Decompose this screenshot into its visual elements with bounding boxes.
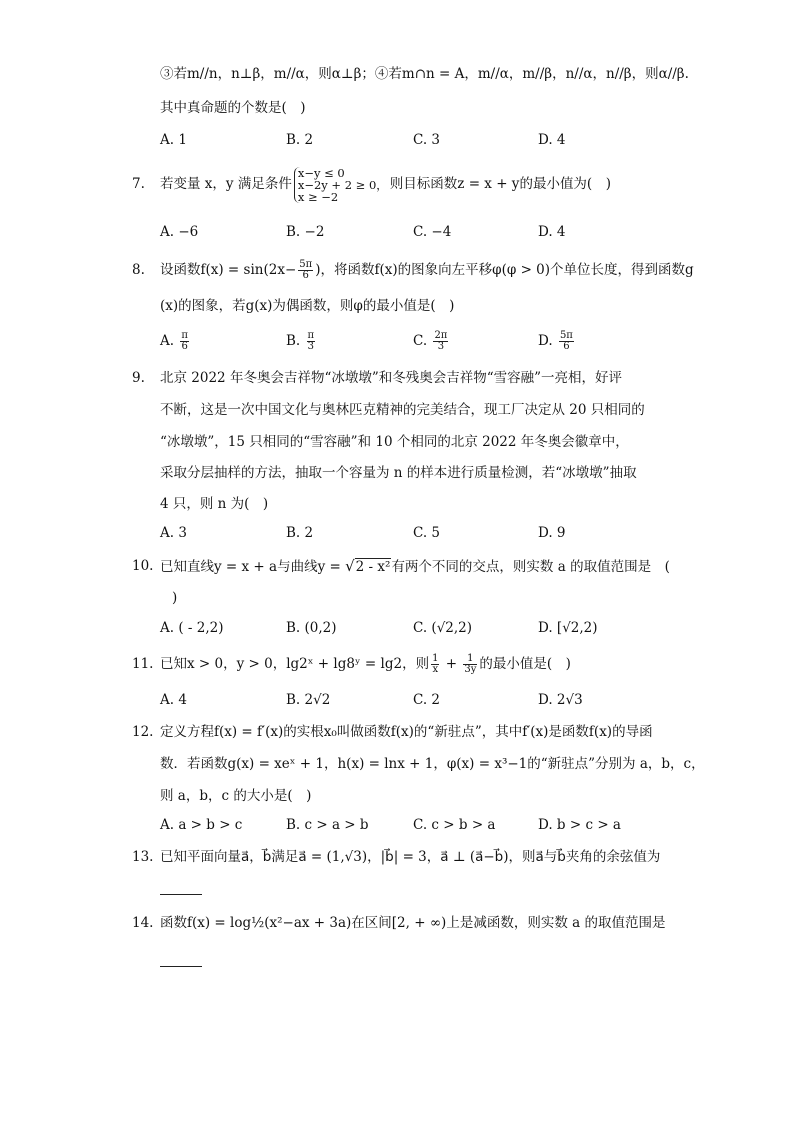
q11-fraction-1-den: x [432,664,439,675]
q7-constraint-2: x−2y + 2 ≥ 0， [297,177,388,192]
q8-option-a-num: π [181,330,188,341]
q10-option-c[interactable]: C. (√2,2) [413,620,473,636]
q9-line-4: 采取分层抽样的方法，抽取一个容量为 n 的样本进行质量检测，若“冰墩墩”抽取 [160,465,637,481]
q12-option-d[interactable]: D. b > c > a [538,817,621,833]
q7-option-a[interactable]: A. −6 [160,224,199,240]
q10-line-1 [160,556,670,577]
q8-option-b-fraction [307,331,316,352]
q8-number: 8. [132,262,145,278]
q7-constraint-3: x ≥ −2 [297,189,339,204]
q8-option-a-label: A. [160,333,175,349]
q9-option-a[interactable]: A. 3 [160,525,187,541]
q8-line-2: (x)的图象，若g(x)为偶函数，则φ的最小值是( ) [160,298,455,314]
q11-fraction-1-num: 1 [432,653,439,664]
q11-fraction-2-num: 1 [463,654,477,665]
q8-fraction-den: 6 [302,270,309,281]
q11-fraction-2-den: 3y [464,664,477,675]
q11-option-c[interactable]: C. 2 [413,692,441,708]
q11-line [160,654,571,675]
q9-line-2: 不断，这是一次中国文化与奥林匹克精神的完美结合，现工厂决定从 20 只相同的 [160,402,645,418]
q6-option-c[interactable]: C. 3 [413,132,441,148]
q8-option-c[interactable] [413,331,450,352]
q7-option-c[interactable]: C. −4 [413,224,452,240]
q8-option-c-label: C. [413,333,428,349]
q12-line-2: 数．若函数g(x) = xeˣ + 1，h(x) = lnx + 1，φ(x) = x³−1的“新驻点”分别为 a，b，c， [160,756,705,772]
q11-line-post: 的最小值是( ) [479,656,571,672]
q8-option-c-num: 2π [434,330,448,341]
q10-sqrt-body: 2 - x² [355,559,391,575]
q8-option-b-den: 3 [307,341,314,352]
q8-option-a-den: 6 [181,341,188,352]
q14-answer-blank[interactable] [160,965,202,967]
q7-stem-post: 则目标函数z = x + y的最小值为( ) [389,176,611,192]
q11-option-d[interactable]: D. 2√3 [538,692,583,708]
q10-option-b[interactable]: B. (0,2) [286,620,337,636]
q13-line: 已知平面向量a⃗，b⃗满足a⃗ = (1,√3)，|b⃗| = 3，a⃗ ⊥ (a⃗−b⃗)，则a⃗与b⃗夹角的余弦值为 [160,849,661,865]
q8-option-a-fraction [180,331,189,352]
q8-option-d-num: 5π [559,330,573,341]
q11-line-pre: 已知x > 0，y > 0，lg2ˣ + lg8ʸ = lg2，则 [160,656,430,672]
q8-option-d-den: 6 [563,341,570,352]
q6-option-a[interactable]: A. 1 [160,132,187,148]
q9-line-1: 北京 2022 年冬奥会吉祥物“冰墩墩”和冬残奥会吉祥物“雪容融”一亮相，好评 [160,370,623,386]
q9-number: 9. [132,370,145,386]
q9-option-c[interactable]: C. 5 [413,525,441,541]
q12-number: 12. [132,724,154,740]
q11-option-a[interactable]: A. 4 [160,692,187,708]
q9-option-d[interactable]: D. 9 [538,525,566,541]
q13-answer-blank[interactable] [160,893,202,895]
q7-option-d[interactable]: D. 4 [538,224,566,240]
q8-line-1 [160,260,694,281]
q8-option-c-den: 3 [437,341,445,352]
q14-number: 14. [132,915,154,931]
q11-fraction-2 [463,654,477,675]
q12-line-3: 则 a，b，c 的大小是( ) [160,788,312,804]
q10-option-a[interactable]: A. ( - 2,2) [160,620,224,636]
q8-fraction-num: 5π [299,259,313,270]
q7-constraint-1: x−y ≤ 0 [297,165,345,180]
q12-line-1: 定义方程f(x) = f′(x)的实根x₀叫做函数f(x)的“新驻点”，其中f′(x)是函数f(x)的导函 [160,724,653,740]
q11-option-b[interactable]: B. 2√2 [286,692,331,708]
q6-question: 其中真命题的个数是( ) [160,100,306,116]
q8-line-1-pre: 设函数f(x) = sin(2x− [160,262,297,278]
q8-line-1-post: )，将函数f(x)的图象向左平移φ(φ > 0)个单位长度，得到函数g [315,262,694,278]
q14-line: 函数f(x) = log½(x²−ax + 3a)在区间[2, + ∞)上是减函数，则实数 a 的取值范围是 [160,915,666,931]
q7-constraint-system [294,167,388,203]
q7-number: 7. [132,176,145,192]
q6-continuation: ③若m//n，n⊥β，m//α，则α⊥β；④若m∩n = A，m//α，m//β，n//α，n//β，则α//β. [160,66,689,82]
q10-line-1-pre: 已知直线y = x + a与曲线y = [160,559,346,575]
q13-number: 13. [132,849,154,865]
q10-option-d[interactable]: D. [√2,2) [538,620,598,636]
q7-stem [160,160,611,208]
q8-option-b-num: π [307,330,315,341]
q8-option-d-fraction [559,331,574,352]
q9-line-5: 4 只，则 n 为( ) [160,496,269,512]
q11-plus: + [441,656,462,672]
q8-fraction [298,260,313,281]
q8-option-b[interactable] [286,331,317,352]
q8-option-c-fraction [433,331,448,352]
q12-option-b[interactable]: B. c > a > b [286,817,369,833]
q8-option-a[interactable] [160,331,191,352]
q10-line-1-post: 有两个不同的交点，则实数 a 的取值范围是 ( [391,559,670,575]
q7-stem-pre: 若变量 x，y 满足条件 [160,176,292,192]
q8-option-b-label: B. [286,333,301,349]
q11-fraction-1 [431,654,439,675]
q6-option-d[interactable]: D. 4 [538,132,566,148]
q6-option-b[interactable]: B. 2 [286,132,314,148]
q10-line-2: ) [172,590,178,606]
q9-line-3: “冰墩墩”，15 只相同的“雪容融”和 10 个相同的北京 2022 年冬奥会徽章中， [160,434,629,450]
q12-option-a[interactable]: A. a > b > c [160,817,243,833]
q8-option-d-label: D. [538,333,553,349]
q12-option-c[interactable]: C. c > b > a [413,817,496,833]
q8-option-d[interactable] [538,331,576,352]
q10-number: 10. [132,558,154,574]
q10-sqrt-sign: √ [345,557,355,575]
q11-number: 11. [132,656,154,672]
q7-option-b[interactable]: B. −2 [286,224,325,240]
q9-option-b[interactable]: B. 2 [286,525,314,541]
